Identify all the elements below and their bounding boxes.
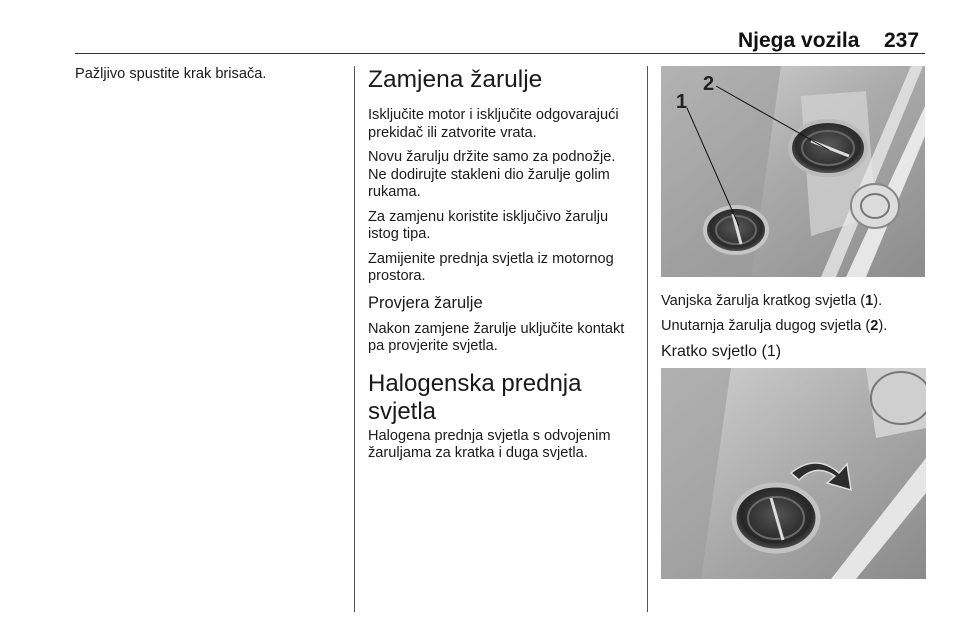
callout-label-1: 1 (676, 91, 688, 113)
caption-high-beam: Unutarnja žarulja dugog svjetla (2). (661, 317, 888, 334)
section-heading-halogen: Halogenska prednja svjetla (368, 369, 582, 425)
headlamp-photo-2 (661, 368, 926, 579)
subheading-bulb-check: Provjera žarulje (368, 293, 483, 312)
section-heading-bulb-replacement: Zamjena žarulje (368, 66, 543, 93)
column-1 (75, 66, 345, 84)
paragraph: Zamijenite prednja svjetla iz motornog prostora. (368, 250, 614, 284)
caption-number: 2 (870, 317, 879, 334)
headlamp-photo-1 (661, 66, 925, 277)
column-2 (368, 66, 636, 463)
paragraph: Isključite motor i isključite odgovarajući prekidač ili zatvorite vrata. (368, 107, 619, 141)
column-divider-1 (354, 66, 355, 612)
header-divider (75, 53, 925, 54)
paragraph: Za zamjenu koristite isključivo žarulju istog tipa. (368, 208, 609, 242)
column-divider-2 (647, 66, 648, 612)
wiper-text: Pažljivo spustite krak brisača. (75, 66, 267, 82)
subheading-low-beam: Kratko svjetlo (1) (661, 343, 782, 360)
caption-low-beam: Vanjska žarulja kratkog svjetla (1). (661, 293, 883, 309)
column-3 (661, 66, 926, 579)
page-header-title: Njega vozila (738, 29, 860, 52)
paragraph: Nakon zamjene žarulje uključite kontakt pa provjerite svjetla. (368, 320, 625, 354)
caption-number: 1 (865, 293, 874, 309)
callout-label-2: 2 (703, 73, 715, 95)
page-number: 237 (884, 29, 920, 52)
paragraph: Novu žarulju držite samo za podnožje. Ne dodirujte stakleni dio žarulje golim rukama. (368, 149, 616, 200)
paragraph: Halogena prednja svjetla s odvojenim žaruljama za kratka i duga svjetla. (368, 427, 611, 461)
